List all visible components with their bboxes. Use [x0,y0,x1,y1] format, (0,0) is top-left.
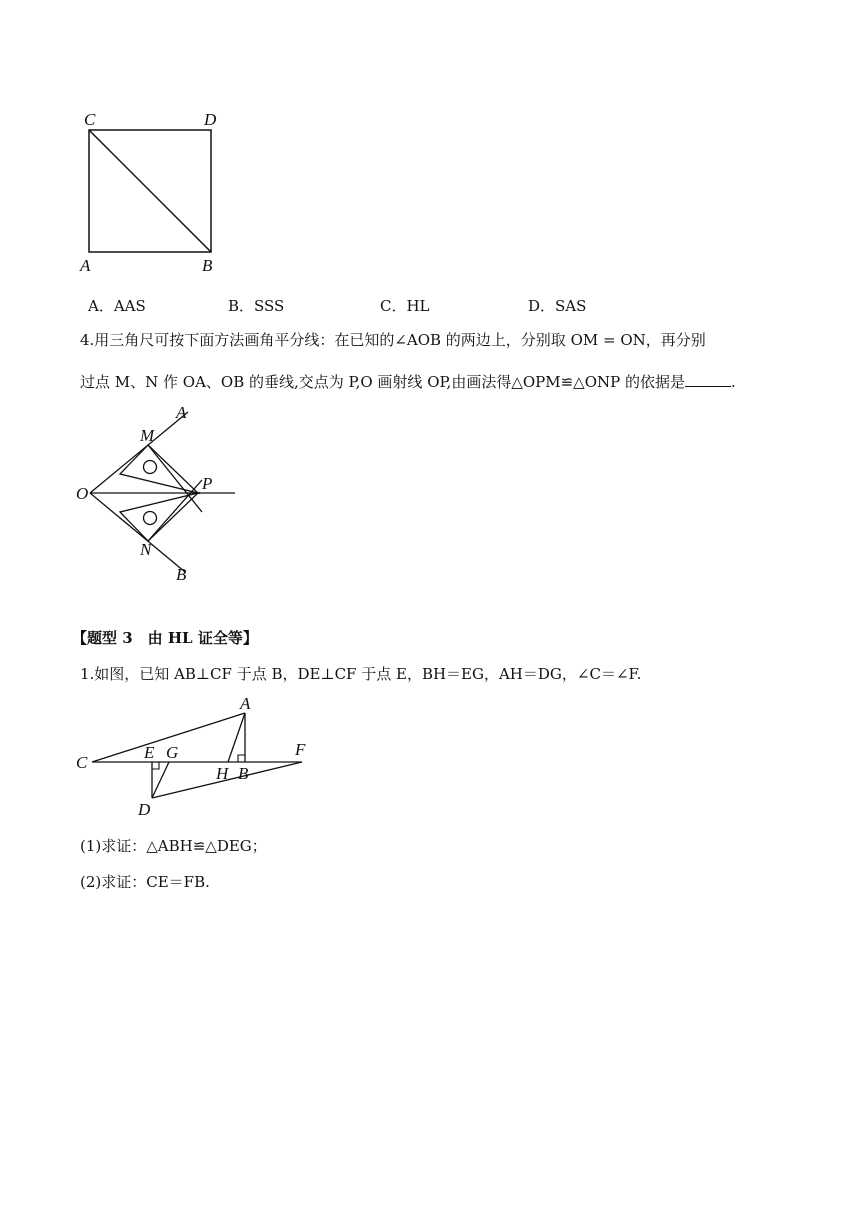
option-c[interactable]: C．HL [380,297,430,315]
label-f: F [295,740,306,759]
option-d[interactable]: D．SAS [528,297,587,315]
lower-set-square [120,493,198,541]
label-m: M [140,426,155,445]
section-title: 【题型 3 由 HL 证全等】 [72,629,258,647]
lower-hole [144,512,157,525]
label-h: H [216,764,229,783]
label-e: E [144,743,155,762]
label-a: A [176,403,187,422]
question-4-line-1: 4.用三角尺可按下面方法画角平分线：在已知的∠AOB 的两边上，分别取 OM = ON，再分别 [80,331,706,349]
label-o: O [76,484,89,503]
label-c: C [84,110,96,129]
upper-set-square [120,445,198,493]
square-figure [70,105,240,280]
label-d: D [204,110,217,129]
question-4-period: . [731,373,736,391]
question-1-part-2: (2)求证：CE＝FB. [80,873,210,891]
label-n: N [140,540,152,559]
label-p: P [202,474,213,493]
label-b: B [238,764,249,783]
label-b: B [176,565,187,584]
upper-hole [144,461,157,474]
question-1-stem: 1.如图，已知 AB⊥CF 于点 B，DE⊥CF 于点 E，BH＝EG，AH＝DG，∠C＝∠F. [80,665,642,683]
label-b: B [202,256,213,275]
right-angle-mark-b [238,755,245,762]
line-dg [152,762,169,798]
option-b[interactable]: B．SSS [228,297,285,315]
label-c: C [76,753,88,772]
answer-blank[interactable] [685,372,731,387]
label-d: D [138,800,151,819]
diagonal-cb [89,130,211,252]
right-angle-mark-e [152,762,159,769]
question-1-part-1: (1)求证：△ABH≌△DEG； [80,837,267,855]
ray-oa [90,412,188,493]
question-4-line-2 [80,372,736,392]
perpendicular-np [148,480,202,541]
label-a: A [80,256,91,275]
hl-congruence-figure [70,695,330,825]
label-a: A [240,695,251,713]
question-4-text: 过点 M、N 作 OA、OB 的垂线,交点为 P,O 画射线 OP,由画法得△OPM≌△ONP 的依据是 [80,373,685,391]
option-a[interactable]: A．AAS [88,297,146,315]
label-g: G [166,743,179,762]
angle-bisector-figure [70,400,250,585]
ray-ob [90,493,185,572]
perpendicular-mp [148,445,202,512]
